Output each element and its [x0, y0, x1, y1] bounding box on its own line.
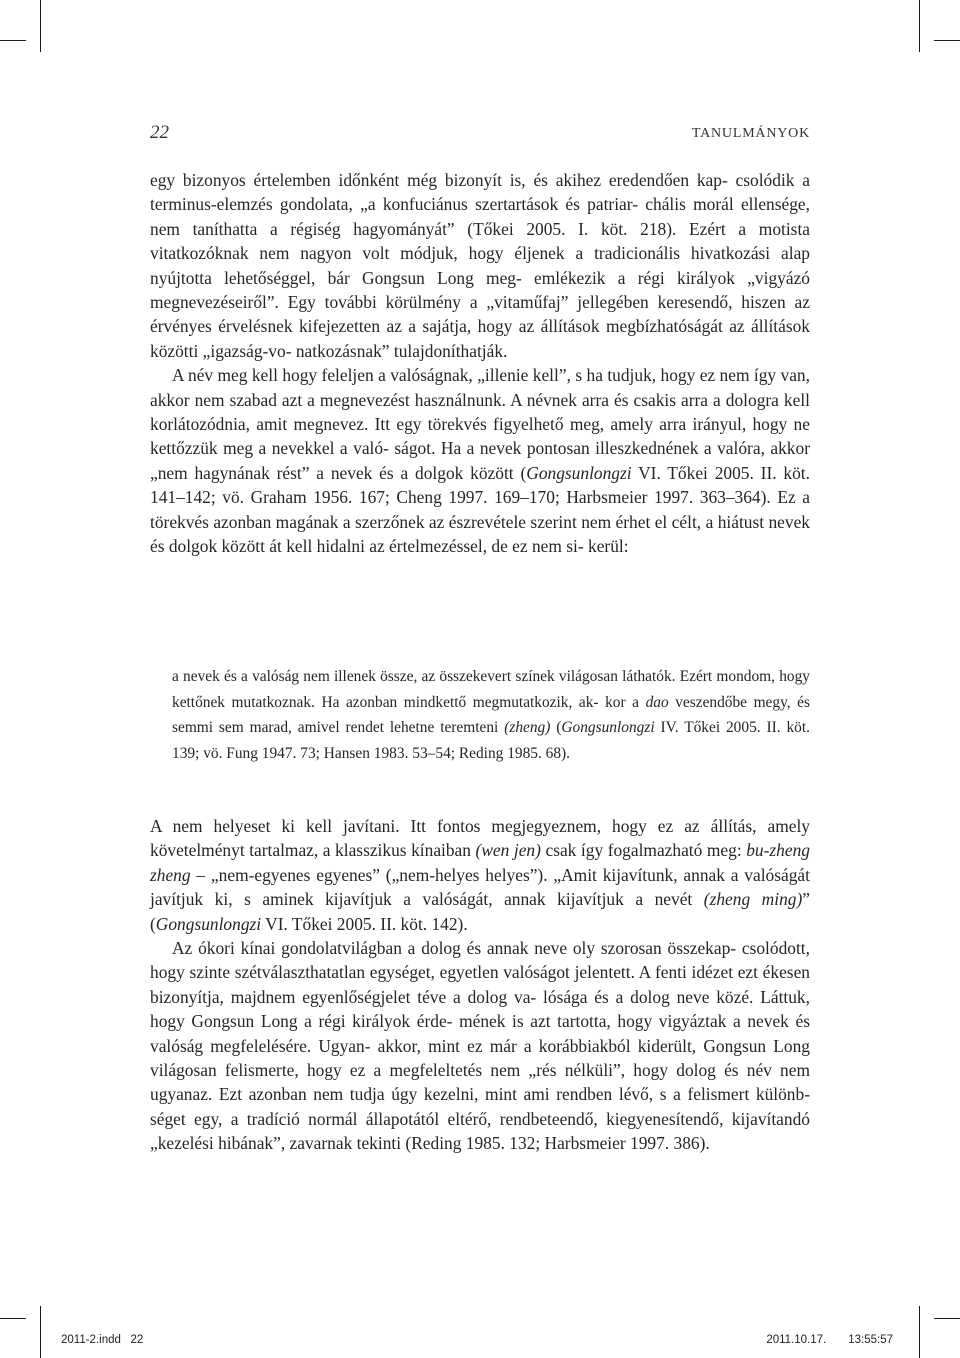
slug-filename: 2011-2.indd 22 [61, 1334, 144, 1346]
text-line: nevét [654, 889, 704, 910]
text-line: kor a [605, 693, 646, 711]
text-line: a tradicionális hivatkozási alap nyújtotta lehetőséggel, bár Gongsun Long meg- [150, 243, 810, 288]
paragraph-4 [150, 936, 810, 1156]
text-line: ” ( [150, 889, 810, 934]
text-line: IV. Tőkei 2005. II. köt. 139; vö. Fung 1947. 73; Hansen 1983. [172, 719, 810, 762]
crop-mark-bottom-left-v [40, 1306, 41, 1358]
text-line: lósága és a dolog neve közé. Láttuk, hogy Gongsun Long a régi királyok érde- [150, 986, 810, 1032]
text-line: annak a valóságát javítjuk ki, s aminek kijavítjuk a valóságát, annak kijavítjuk a [150, 864, 810, 910]
paragraph-3 [150, 814, 810, 936]
text-line: a nevek és a valóság nem illenek össze, az összekevert színek világosan láthatók. Ezért [172, 668, 713, 685]
text-line: ságot. Ha a nevek pontosan illeszkednének a valóra, akkor „nem hagynának [150, 438, 810, 483]
body-text-block-2 [150, 814, 810, 1156]
text-line: mondom, hogy kettőnek mutatkoznak. Ha azonban mindkettő megmutatkozik, ak- [172, 668, 810, 711]
slug-timestamp [766, 1334, 893, 1346]
crop-mark-bottom-right-v [919, 1306, 920, 1358]
text-line: kijavítandó „kezelési hibának”, zavarnak tekinti (Reding 1985. 132; Harbsmeier [150, 1108, 810, 1154]
text-line: séget egy, a tradíció normál állapotától eltérő, rendbeteendő, kiegyenesítendő, [150, 1108, 724, 1129]
quote-paragraph [172, 664, 810, 766]
text-line: a hiátust nevek és dolgok között át kell hidalni az értelmezéssel, de ez nem si- [150, 511, 811, 557]
text-line: azonban nem tudja úgy kezelni, mint ami rendben lévő, s a felismert különb- [248, 1084, 810, 1105]
text-line: akkor, mint ez már a korábbiakból kiderült, Gongsun Long világosan felismerte, [150, 1035, 810, 1081]
text-line: az a sajátja, hogy az állítások megbízhatóságát az állítások közötti „igazság-vo- [150, 316, 810, 361]
text-line: A fenti idézet ezt ékesen bizonyítja, majdnem egyenlőségjelet téve a dolog va- [150, 962, 810, 1007]
body-text-block-1 [150, 168, 810, 559]
text-line: emlékezik a régi királyok „vigyázó megnevezéseiről”. Egy további körülmény [150, 267, 810, 313]
text-line: 1997. 386). [630, 1133, 710, 1154]
text-line: törekvés azonban magának a szerzőnek az észrevétele szerint nem érhet el célt, [150, 511, 702, 532]
crop-mark-top-right-v [919, 0, 920, 52]
text-line: csolódott, hogy szinte szétválaszthatatlan egységet, egyetlen valóságot jelentett. [150, 938, 810, 983]
italic-title: Gongsunlongzi [526, 462, 632, 483]
text-line: köt. 218). Ezért a motista vitatkozóknak nem nagyon volt módjuk, hogy éljenek [150, 218, 810, 264]
crop-mark-top-right-h [934, 40, 960, 41]
text-line: Az ókori kínai gondolatvilágban a dolog és annak neve oly szorosan összekap- [172, 938, 737, 959]
text-line: A nem helyeset ki kell javítani. Itt fontos megjegyeznem, hogy ez az állítás, amely [150, 816, 810, 836]
slug-time: 13:55:57 [848, 1334, 893, 1346]
text-line: chális morál ellensége, nem taníthatta a régiség hagyományát” (Tőkei 2005. I. [150, 194, 810, 239]
text-line: 53–54; Reding 1985. 68). [412, 744, 571, 762]
italic-term: (wen jen) [475, 840, 541, 861]
paragraph-1 [150, 168, 810, 363]
text-line: ( [550, 719, 562, 736]
text-line: vö. Graham 1956. 167; Cheng 1997. 169–170; Harbsmeier 1997. 363–364). Ez a [222, 487, 810, 508]
text-line: natkozásnak” tulajdoníthatják. [295, 340, 508, 361]
text-line: VI. Tőkei 2005. II. köt. 141–142; [150, 462, 810, 508]
text-line: arra és csakis arra a dologra kell korlátozódnia, amit megnevez. Itt egy törekvés [150, 389, 810, 435]
text-line: figyelhető meg, amely arra irányul, hogy ne kettőzzük meg a nevekkel a való- [150, 414, 810, 459]
text-line: A név meg kell hogy feleljen a valóságnak, „illenie kell”, s ha tudjuk, hogy [172, 365, 696, 386]
text-line: kerül: [588, 536, 629, 557]
section-title: TANULMÁNYOK [691, 126, 810, 141]
text-line: – „nem-egyenes egyenes” („nem-helyes helyes”). „Amit kijavítunk, [190, 864, 678, 885]
text-line: ez nem így van, akkor nem szabad azt a megnevezést használnunk. A névnek [150, 365, 810, 410]
paragraph-2 [150, 363, 810, 558]
crop-mark-top-left-h [0, 40, 26, 41]
crop-mark-bottom-left-h [0, 1318, 26, 1319]
text-line: csolódik a terminus-elemzés gondolata, „a konfuciánus szertartások és patriar- [150, 170, 810, 215]
crop-mark-top-left-v [40, 0, 41, 52]
italic-title: Gongsunlongzi [155, 913, 262, 934]
italic-term: dao [645, 693, 669, 711]
italic-term: (zheng ming) [703, 889, 803, 910]
slug-date: 2011.10.17. [766, 1334, 827, 1346]
text-line: veszendőbe megy, és semmi sem marad, amivel rendet lehetne teremteni [172, 693, 810, 736]
text-line: mének is azt tartotta, hogy vigyáztak a nevek és valóság megfelelésére. Ugyan- [150, 1011, 810, 1056]
italic-term: bu-zheng zheng [150, 840, 810, 885]
text-line: követelményt tartalmaz, a klasszikus kínaiban [150, 840, 476, 861]
running-header [150, 122, 810, 152]
block-quote [172, 664, 810, 766]
italic-title: Gongsunlongzi [561, 719, 655, 736]
text-line: VI. Tőkei 2005. II. köt. 142). [261, 913, 468, 934]
text-line: csak így fogalmazható meg: [540, 840, 742, 861]
text-line: rést” a nevek és a dolgok között ( [276, 462, 527, 483]
text-line: hogy ez a megfeleltetés nem „rés nélküli”, hogy dolog és név nem ugyanaz. Ezt [150, 1060, 810, 1105]
page-number: 22 [150, 122, 169, 143]
italic-term: (zheng) [504, 719, 551, 736]
text-line: a „vitaműfaj” jellegében keresendő, hiszen az érvényes érvelésnek kifejezetten [150, 292, 810, 337]
crop-mark-bottom-right-h [934, 1318, 960, 1319]
text-line: egy bizonyos értelemben időnként még bizonyít is, és akihez eredendően kap- [150, 170, 728, 190]
